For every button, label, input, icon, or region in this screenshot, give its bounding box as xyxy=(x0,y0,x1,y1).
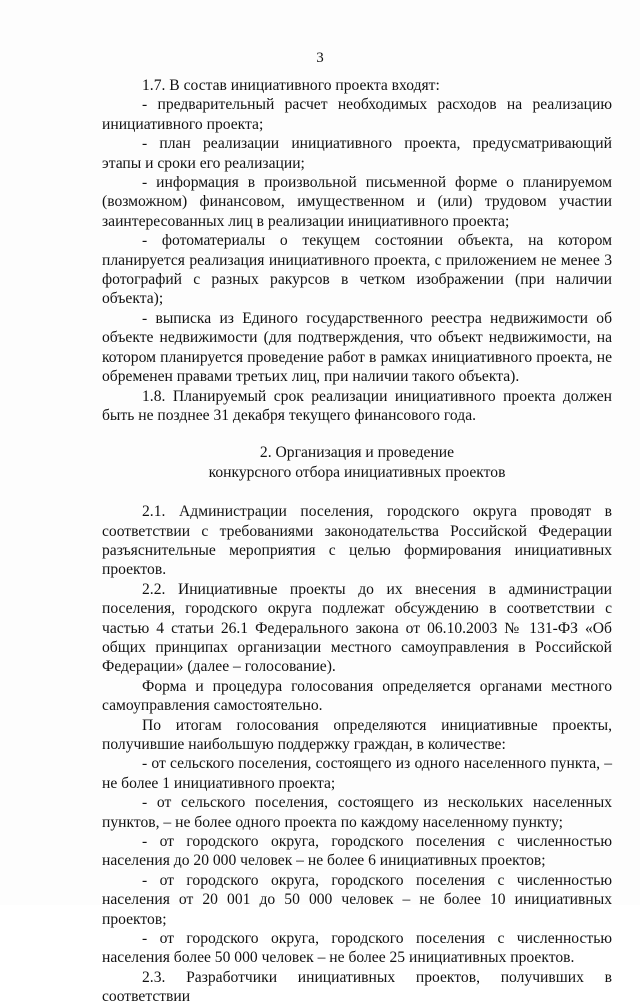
list-item: - от сельского поселения, состоящего из нескольких населенных пунктов, – не более одного проекта по каждому населенному пункту; xyxy=(102,794,612,831)
paragraph-2-1: 2.1. Администрации поселения, городского округа проводят в соответствии с требованиями законодательства Российской Федерации разъяснительные мероприятия с целью формирования инициативных проектов. xyxy=(102,503,612,579)
list-item: - от городского округа, городского поселения с численностью населения до 20 000 человек – не более 6 инициативных проектов; xyxy=(102,833,612,870)
list-item: - предварительный расчет необходимых расходов на реализацию инициативного проекта; xyxy=(102,96,612,133)
paragraph-1-7: 1.7. В состав инициативного проекта входят: xyxy=(142,77,440,94)
document-body xyxy=(102,76,612,1007)
section-2-heading xyxy=(102,443,612,482)
page-number: 3 xyxy=(316,50,324,66)
paragraph-voting-form: Форма и процедура голосования определяется органами местного самоуправления самостоятельно. xyxy=(102,677,612,715)
list-item: - от городского округа, городского поселения с численностью населения более 50 000 человек – не более 25 инициативных проектов. xyxy=(102,930,612,967)
list-item: - фотоматериалы о текущем состоянии объекта, на котором планируется реализация инициативного проекта, с приложением не менее 3 фотографий с разных ракурсов в четком изображении (при наличии объекта); xyxy=(102,232,612,308)
list-item: - информация в произвольной письменной форме о планируемом (возможном) финансовом, имущественном и (или) трудовом участии заинтересованных лиц в реализации инициативного проекта; xyxy=(102,174,612,230)
list-item: - от сельского поселения, состоящего из одного населенного пункта, – не более 1 инициативного проекта; xyxy=(102,755,612,792)
paragraph-voting-results: По итогам голосования определяются инициативные проекты, получившие наибольшую поддержку граждан, в количестве: xyxy=(102,716,612,753)
section-2-heading-line-1: 2. Организация и проведение xyxy=(259,444,455,462)
section-2-heading-line-2: конкурсного отбора инициативных проектов xyxy=(208,463,506,481)
paragraph-2-2: 2.2. Инициативные проекты до их внесения в администрации поселения, городского округа подлежат обсуждению в соответствии с частью 4 статьи 26.1 Федерального закона от 06.10.2003 № 131-ФЗ «Об общих принципах организации местного самоуправления в Российской Федерации» (далее – голосование). xyxy=(102,580,612,676)
paragraph-1-8: 1.8. Планируемый срок реализации инициативного проекта должен быть не позднее 31 декабря текущего финансового года. xyxy=(102,387,612,424)
list-item: - выписка из Единого государственного реестра недвижимости об объекте недвижимости (для подтверждения, что объект недвижимости, на котором планируется проведение работ в рамках инициативного проекта, не обременен правами третьих лиц, при наличии такого объекта). xyxy=(102,309,612,386)
list-item: - от городского округа, городского поселения с численностью населения от 20 001 до 50 000 человек – не более 10 инициативных проектов; xyxy=(102,871,612,928)
paragraph-2-3: 2.3. Разработчики инициативных проектов, получивших в соответствии xyxy=(102,968,612,1006)
list-item: - план реализации инициативного проекта, предусматривающий этапы и сроки его реализации; xyxy=(102,135,612,172)
